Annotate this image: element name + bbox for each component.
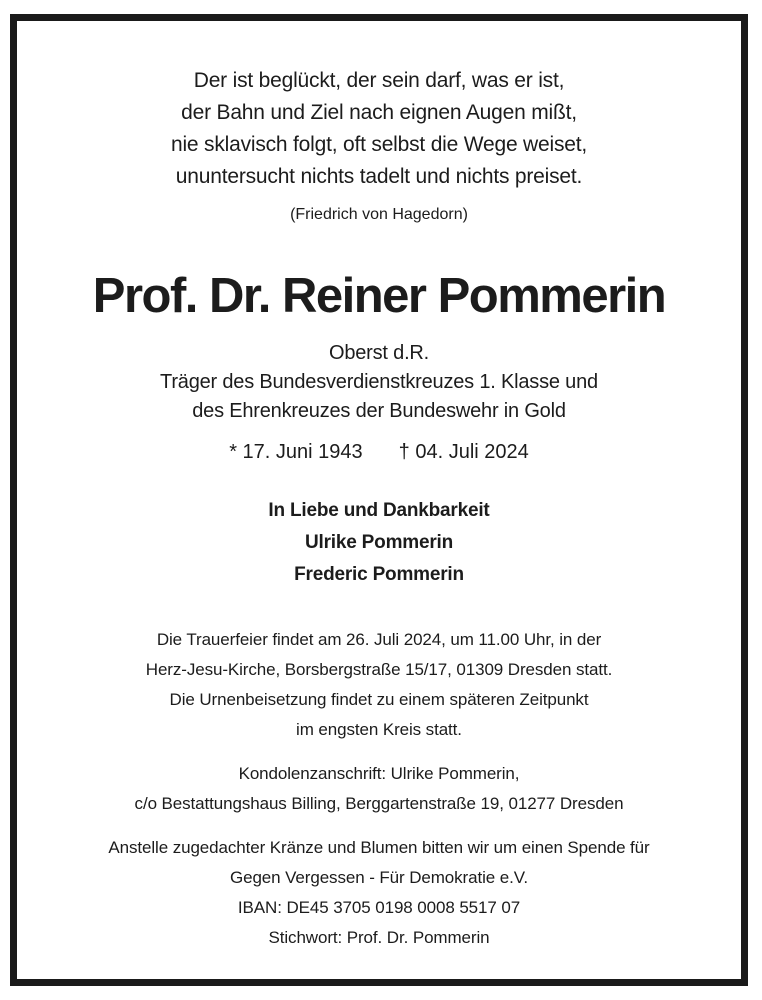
service-line: Die Urnenbeisetzung findet zu einem späteren Zeitpunkt — [169, 690, 589, 709]
mourner-line: In Liebe und Dankbarkeit — [268, 500, 490, 521]
poem-line: ununtersucht nichts tadelt und nichts preiset. — [175, 165, 583, 188]
poem-quote — [17, 65, 741, 193]
title-line: Träger des Bundesverdienstkreuzes 1. Klasse und — [160, 371, 598, 393]
poem-line: Der ist beglückt, der sein darf, was er ist, — [193, 69, 565, 92]
poem-line: nie sklavisch folgt, oft selbst die Wege weiset, — [170, 133, 588, 156]
mourner-line: Ulrike Pommerin — [305, 532, 453, 553]
title-line: Oberst d.R. — [328, 342, 430, 364]
poem-line: der Bahn und Ziel nach eignen Augen mißt, — [181, 101, 577, 124]
condolence-line: Kondolenzanschrift: Ulrike Pommerin, — [238, 764, 520, 783]
condolence-address — [17, 759, 741, 819]
donation-iban: IBAN: DE45 3705 0198 0008 5517 07 — [237, 898, 521, 917]
service-line: Die Trauerfeier findet am 26. Juli 2024, um 11.00 Uhr, in der — [156, 630, 602, 649]
donation-line: Gegen Vergessen - Für Demokratie e.V. — [229, 868, 529, 887]
obituary-notice — [17, 21, 741, 979]
funeral-service-info — [17, 625, 741, 745]
deceased-name: Prof. Dr. Reiner Pommerin — [92, 269, 666, 323]
birth-date: * 17. Juni 1943 — [229, 441, 363, 463]
mourner-line: Frederic Pommerin — [294, 564, 464, 585]
service-line: im engsten Kreis statt. — [296, 720, 462, 739]
life-dates — [17, 439, 741, 465]
deceased-titles — [17, 339, 741, 426]
condolence-line: c/o Bestattungshaus Billing, Berggartenstraße 19, 01277 Dresden — [134, 794, 624, 813]
poem-author: (Friedrich von Hagedorn) — [290, 206, 468, 223]
service-line: Herz-Jesu-Kirche, Borsbergstraße 15/17, 01309 Dresden statt. — [145, 660, 613, 679]
mourners — [17, 495, 741, 591]
death-date: † 04. Juli 2024 — [398, 441, 529, 463]
donation-line: Anstelle zugedachter Kränze und Blumen bitten wir um einen Spende für — [108, 838, 650, 857]
donation-request — [17, 833, 741, 953]
donation-keyword: Stichwort: Prof. Dr. Pommerin — [268, 928, 490, 947]
obituary-border — [10, 14, 748, 986]
title-line: des Ehrenkreuzes der Bundeswehr in Gold — [192, 400, 566, 422]
